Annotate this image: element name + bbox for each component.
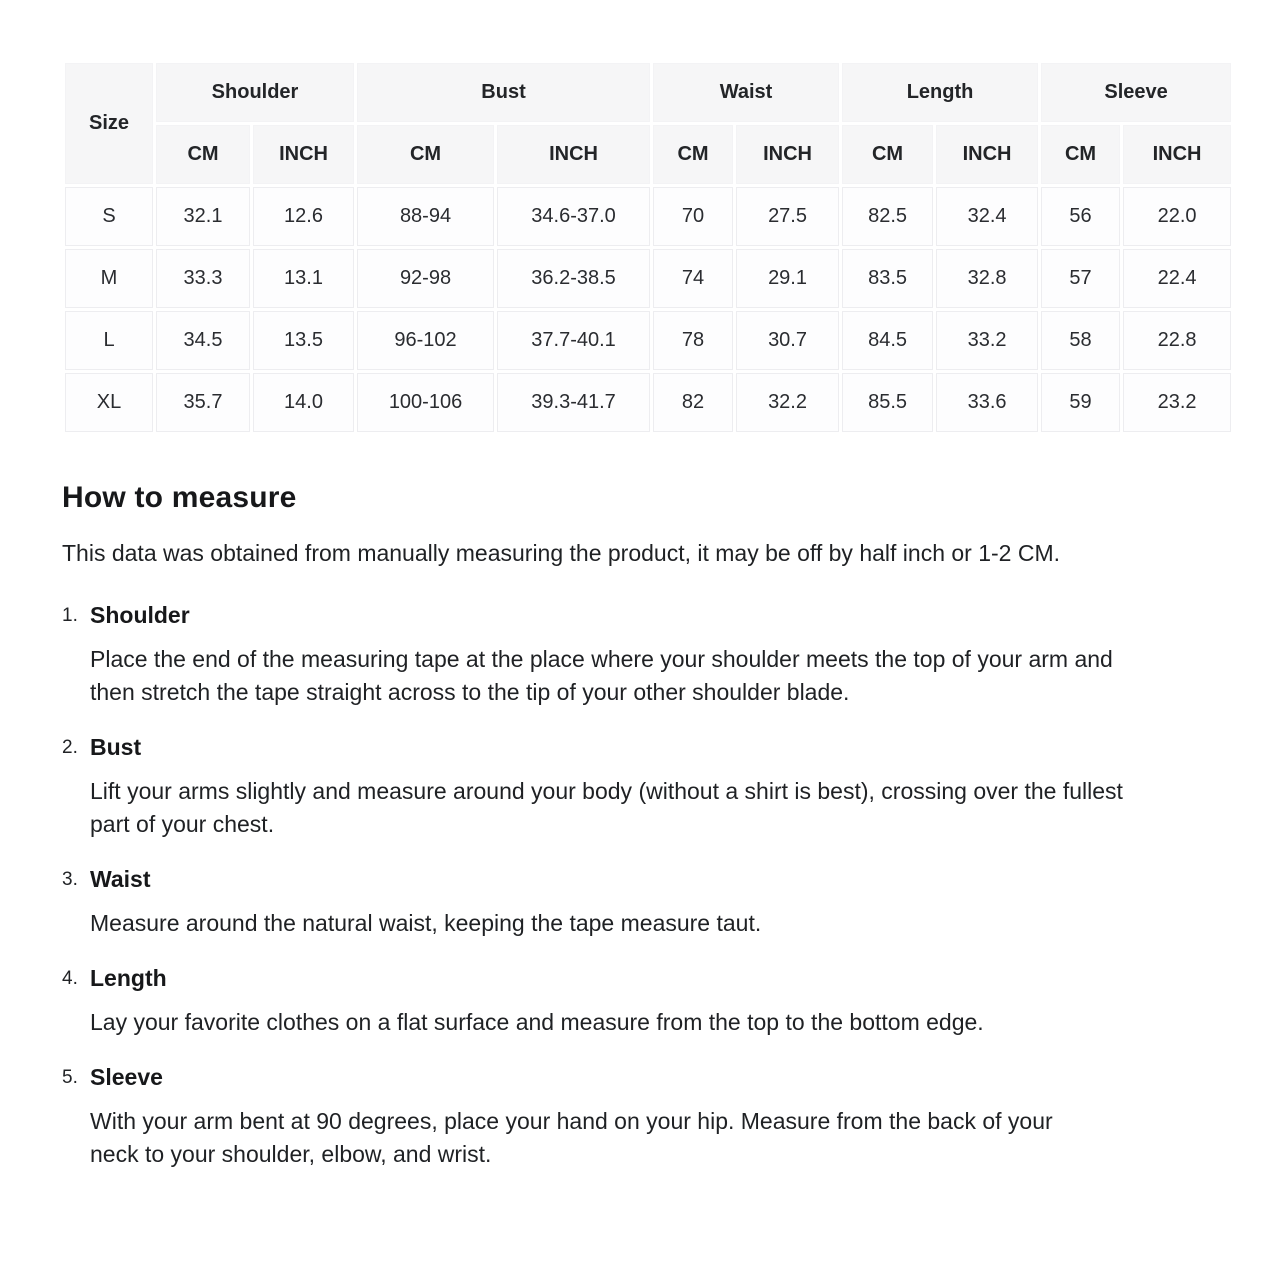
measure-step-length: [62, 963, 1220, 1039]
step-description: With your arm bent at 90 degrees, place your hand on your hip. Measure from the back of your neck to your shoulder, elbow, and wrist.: [90, 1108, 1053, 1167]
measure-step-bust: [62, 732, 1220, 841]
step-description: Measure around the natural waist, keeping the tape measure taut.: [90, 910, 762, 936]
measurement-cell: 22.4: [1123, 249, 1231, 308]
measurement-cell: 57: [1041, 249, 1120, 308]
size-row-m: [65, 249, 1231, 308]
measurement-cell: 22.8: [1123, 311, 1231, 370]
step-number: 4.: [62, 968, 78, 989]
measurement-cell: 33.6: [936, 373, 1038, 432]
step-number: 2.: [62, 737, 78, 758]
measurement-cell: 32.8: [936, 249, 1038, 308]
measurement-cell: 13.5: [253, 311, 354, 370]
table-header-row-groups: [65, 63, 1231, 122]
step-number: 5.: [62, 1067, 78, 1088]
step-title: Bust: [90, 734, 142, 760]
measurement-cell: 70: [653, 187, 733, 246]
unit-header: CM: [842, 125, 933, 184]
measure-disclaimer-text: This data was obtained from manually measuring the product, it may be off by half inch or 1-2 CM.: [62, 540, 1061, 566]
measurement-cell: 84.5: [842, 311, 933, 370]
unit-header: INCH: [936, 125, 1038, 184]
measurement-cell: 82.5: [842, 187, 933, 246]
size-cell: S: [65, 187, 153, 246]
measurement-cell: 12.6: [253, 187, 354, 246]
step-body: [90, 864, 1220, 940]
unit-header: CM: [357, 125, 494, 184]
step-title: Length: [90, 965, 167, 991]
measurement-cell: 74: [653, 249, 733, 308]
measurement-cell: 30.7: [736, 311, 839, 370]
measure-step-shoulder: [62, 600, 1220, 709]
measurement-cell: 100-106: [357, 373, 494, 432]
table-header-row-units: [65, 125, 1231, 184]
measurement-cell: 14.0: [253, 373, 354, 432]
measure-group-header: Length: [842, 63, 1038, 122]
measure-group-header: Waist: [653, 63, 839, 122]
measurement-cell: 59: [1041, 373, 1120, 432]
measurement-cell: 37.7-40.1: [497, 311, 650, 370]
measure-step-sleeve: [62, 1062, 1220, 1171]
unit-header: INCH: [1123, 125, 1231, 184]
step-description: Lay your favorite clothes on a flat surface and measure from the top to the bottom edge.: [90, 1009, 984, 1035]
measure-group-header: Shoulder: [156, 63, 354, 122]
measurement-cell: 78: [653, 311, 733, 370]
unit-header: CM: [1041, 125, 1120, 184]
measurement-cell: 82: [653, 373, 733, 432]
size-cell: XL: [65, 373, 153, 432]
measurement-cell: 27.5: [736, 187, 839, 246]
step-title: Waist: [90, 866, 151, 892]
step-number: 3.: [62, 869, 78, 890]
step-number: 1.: [62, 605, 78, 626]
size-column-header: Size: [65, 63, 153, 184]
measurement-cell: 83.5: [842, 249, 933, 308]
step-title: Shoulder: [90, 602, 190, 628]
measurement-cell: 34.5: [156, 311, 250, 370]
measurement-cell: 56: [1041, 187, 1120, 246]
unit-header: INCH: [497, 125, 650, 184]
step-body: [90, 1062, 1220, 1171]
unit-header: CM: [156, 125, 250, 184]
measurement-cell: 22.0: [1123, 187, 1231, 246]
measure-group-header: Sleeve: [1041, 63, 1231, 122]
unit-header: INCH: [253, 125, 354, 184]
size-row-s: [65, 187, 1231, 246]
step-body: [90, 732, 1220, 841]
measurement-cell: 96-102: [357, 311, 494, 370]
size-row-xl: [65, 373, 1231, 432]
measurement-cell: 88-94: [357, 187, 494, 246]
measure-steps-list: [62, 600, 1220, 1171]
measurement-cell: 33.2: [936, 311, 1038, 370]
size-chart-table: [62, 60, 1234, 435]
measurement-cell: 58: [1041, 311, 1120, 370]
unit-header: CM: [653, 125, 733, 184]
step-body: [90, 963, 1220, 1039]
size-cell: L: [65, 311, 153, 370]
measurement-cell: 32.1: [156, 187, 250, 246]
measurement-cell: 29.1: [736, 249, 839, 308]
size-row-l: [65, 311, 1231, 370]
size-cell: M: [65, 249, 153, 308]
step-description: Place the end of the measuring tape at the place where your shoulder meets the top of your arm and then stretch the tape straight across to the tip of your other shoulder blade.: [90, 646, 1113, 705]
measure-step-waist: [62, 864, 1220, 940]
measurement-cell: 34.6-37.0: [497, 187, 650, 246]
step-description: Lift your arms slightly and measure around your body (without a shirt is best), crossing over the fullest part of your chest.: [90, 778, 1123, 837]
how-to-measure-heading: How to measure: [62, 481, 297, 514]
measure-group-header: Bust: [357, 63, 650, 122]
unit-header: INCH: [736, 125, 839, 184]
measurement-cell: 33.3: [156, 249, 250, 308]
measurement-cell: 85.5: [842, 373, 933, 432]
measurement-cell: 23.2: [1123, 373, 1231, 432]
measurement-cell: 32.2: [736, 373, 839, 432]
measurement-cell: 32.4: [936, 187, 1038, 246]
measurement-cell: 39.3-41.7: [497, 373, 650, 432]
step-title: Sleeve: [90, 1064, 163, 1090]
measurement-cell: 35.7: [156, 373, 250, 432]
size-guide-page: [62, 60, 1220, 1171]
measurement-cell: 13.1: [253, 249, 354, 308]
step-body: [90, 600, 1220, 709]
measurement-cell: 92-98: [357, 249, 494, 308]
measurement-cell: 36.2-38.5: [497, 249, 650, 308]
